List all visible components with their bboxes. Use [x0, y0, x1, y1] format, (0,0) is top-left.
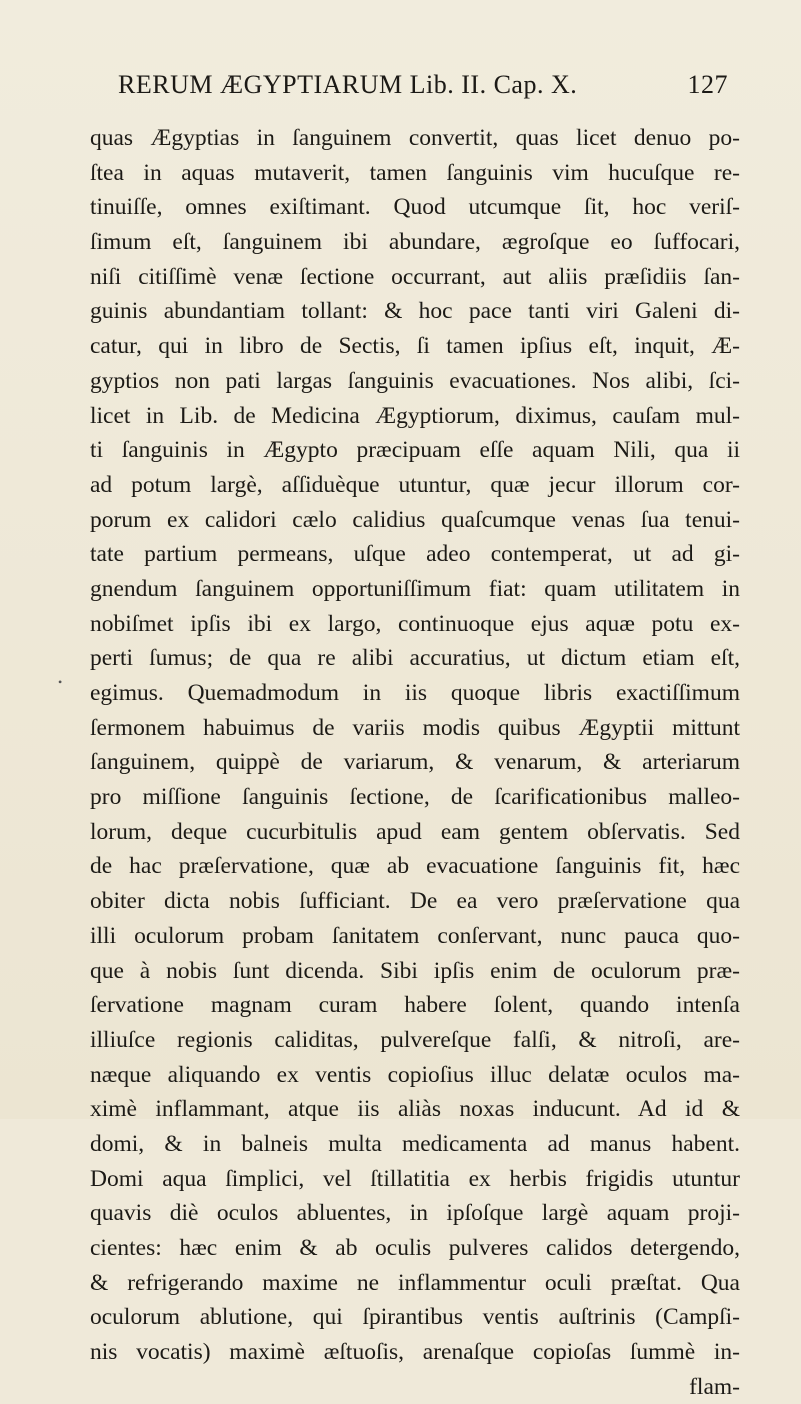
text-line: egimus. Quemadmodum in iis quoque libris exactiſſimum: [90, 680, 740, 706]
text-line: tinuiſſe, omnes exiſtimant. Quod utcumque ſit, hoc veriſ-: [90, 194, 740, 221]
text-line: nis vocatis) maximè æſtuoſis, arenaſque copioſas ſummè in-: [90, 1339, 740, 1366]
text-line: & refrigerando maxime ne inflammentur oculi præſtat. Qua: [90, 1269, 740, 1296]
text-line: ad potum largè, aſſiduèque utuntur, quæ jecur illorum cor-: [90, 471, 740, 498]
text-line: ſervatione magnam curam habere ſolent, quando intenſa: [90, 992, 740, 1019]
text-line: cientes: hæc enim & ab oculis pulveres calidos detergendo,: [90, 1235, 740, 1261]
text-line: guinis abundantiam tollant: & hoc pace tanti viri Galeni di-: [90, 298, 740, 325]
text-line: oculorum ablutione, qui ſpirantibus ventis auſtrinis (Campſi-: [90, 1304, 740, 1331]
running-head: [118, 70, 728, 106]
margin-dot: •: [58, 675, 63, 689]
page-number: 127: [687, 70, 728, 99]
running-head-title: RERUM ÆGYPTIARUM Lib. II. Cap. X.: [118, 70, 578, 99]
text-line: niſi citiſſimè venæ ſectione occurrant, aut aliis præſidiis ſan-: [90, 263, 740, 290]
text-line: illi oculorum probam ſanitatem conſervant, nunc pauca quo-: [90, 922, 740, 949]
text-line: nobiſmet ipſis ibi ex largo, continuoque ejus aquæ potu ex-: [90, 610, 740, 637]
text-line: ſimum eſt, ſanguinem ibi abundare, ægroſque eo ſuffocari,: [90, 229, 740, 256]
text-line: de hac præſervatione, quæ ab evacuatione ſanguinis fit, hæc: [90, 853, 740, 880]
text-line: ſermonem habuimus de variis modis quibus Ægyptii mittunt: [90, 714, 740, 741]
text-line: næque aliquando ex ventis copioſius illuc delatæ oculos ma-: [90, 1061, 740, 1088]
text-line: ſanguinem, quippè de variarum, & venarum, & arteriarum: [90, 749, 740, 776]
text-line: lorum, deque cucurbitulis apud eam gentem obſervatis. Sed: [90, 818, 740, 845]
text-line: tate partium permeans, uſque adeo contemperat, ut ad gi-: [90, 541, 740, 568]
text-line: obiter dicta nobis ſufficiant. De ea vero præſervatione qua: [90, 888, 740, 915]
text-line: quavis diè oculos abluentes, in ipſoſque largè aquam proji-: [90, 1200, 740, 1227]
text-line: domi, & in balneis multa medicamenta ad manus habent.: [90, 1130, 740, 1157]
text-line: pro miſſione ſanguinis ſectione, de ſcarificationibus malleo-: [90, 784, 740, 811]
text-line: que à nobis ſunt dicenda. Sibi ipſis enim de oculorum præ-: [90, 957, 740, 984]
text-line: illiuſce regionis caliditas, pulvereſque falſi, & nitroſi, are-: [90, 1026, 740, 1053]
text-line: gnendum ſanguinem opportuniſſimum fiat: quam utilitatem in: [90, 575, 740, 602]
text-line: perti ſumus; de qua re alibi accuratius, ut dictum etiam eſt,: [90, 645, 740, 672]
catchword: flam-: [689, 1373, 740, 1400]
body-text: [90, 121, 740, 1404]
text-line: porum ex calidori cælo calidius quaſcumque venas ſua tenui-: [90, 506, 740, 533]
text-line: Domi aqua ſimplici, vel ſtillatitia ex herbis frigidis utuntur: [90, 1165, 740, 1192]
text-line: gyptios non pati largas ſanguinis evacuationes. Nos alibi, ſci-: [90, 367, 740, 394]
text-line: quas Ægyptias in ſanguinem convertit, quas licet denuo po-: [90, 125, 740, 151]
text-line: ſtea in aquas mutaverit, tamen ſanguinis vim hucuſque re-: [90, 159, 740, 186]
text-line: licet in Lib. de Medicina Ægyptiorum, diximus, cauſam mul-: [90, 402, 740, 429]
text-line: ximè inflammant, atque iis aliàs noxas inducunt. Ad id &: [90, 1096, 740, 1123]
text-line: catur, qui in libro de Sectis, ſi tamen ipſius eſt, inquit, Æ-: [90, 333, 740, 360]
text-line: ti ſanguinis in Ægypto præcipuam eſſe aquam Nili, qua ii: [90, 437, 740, 464]
